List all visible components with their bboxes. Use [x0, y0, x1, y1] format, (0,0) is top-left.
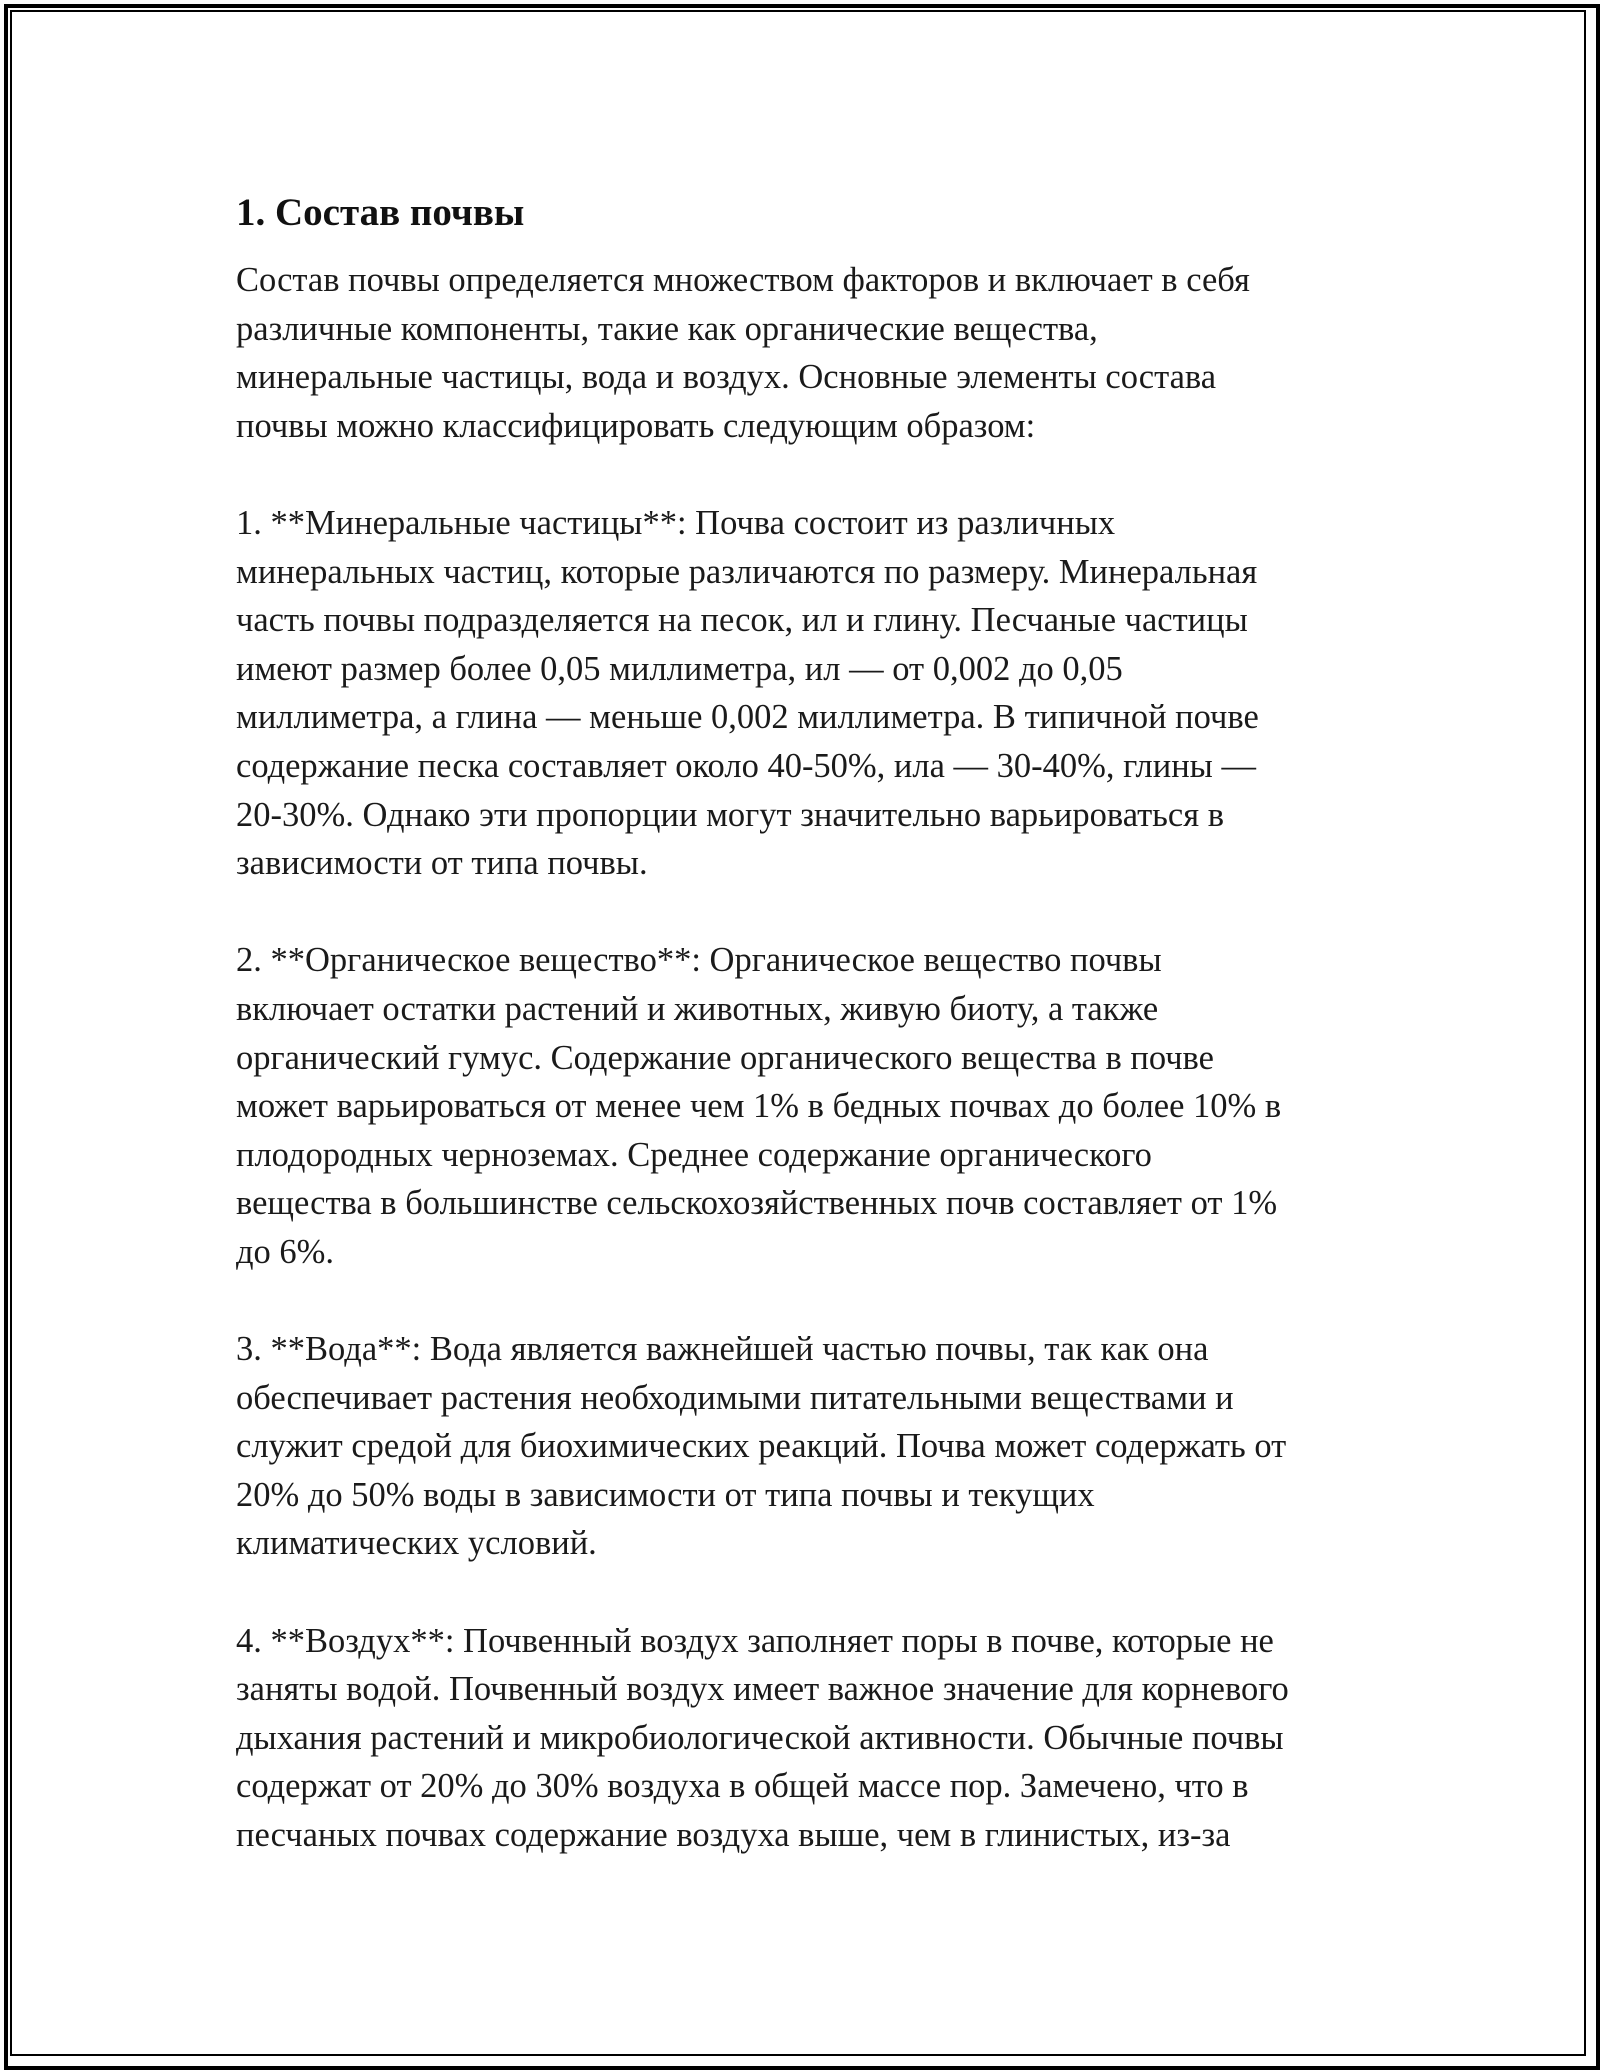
list-item-air: 4. **Воздух**: Почвенный воздух заполняет поры в почве, которые не заняты водой. Почвенный воздух имеет важное значение для корневого дыхания растений и микробиологической активности. Обычные почвы содержат от 20% до 30% воздуха в общей массе пор. Замечено, что в песчаных почвах содержание воздуха выше, чем в глинистых, из-за: [236, 1621, 1289, 1854]
intro-paragraph: Состав почвы определяется множеством факторов и включает в себя различные компоненты, такие как органические вещества, минеральные частицы, вода и воздух. Основные элементы состава почвы можно классифицировать следующим образом:: [236, 261, 1250, 445]
list-item-mineral-particles: 1. **Минеральные частицы**: Почва состоит из различных минеральных частиц, которые различаются по размеру. Минеральная часть почвы подразделяется на песок, ил и глину. Песчаные частицы имеют размер более 0,05 миллиметра, ил — от 0,002 до 0,05 миллиметра, а глина — меньше 0,002 миллиметра. В типичной почве содержание песка составляет около 40-50%, ила — 30-40%, глины — 20-30%. Однако эти пропорции могут значительно варьироваться в зависимости от типа почвы.: [236, 503, 1259, 883]
list-item-organic-matter: 2. **Органическое вещество**: Органическое вещество почвы включает остатки растений и животных, живую биоту, а также органический гумус. Содержание органического вещества в почве может варьироваться от менее чем 1% в бедных почвах до более 10% в плодородных черноземах. Среднее содержание органического вещества в большинстве сельскохозяйственных почв составляет от 1% до 6%.: [236, 941, 1282, 1271]
list-item-water: 3. **Вода**: Вода является важнейшей частью почвы, так как она обеспечивает растения необходимыми питательными веществами и служит средой для биохимических реакций. Почва может содержать от 20% до 50% воды в зависимости от типа почвы и текущих климатических условий.: [236, 1330, 1287, 1563]
section-heading: 1. Состав почвы: [236, 191, 525, 234]
document-body: [236, 186, 1376, 1860]
